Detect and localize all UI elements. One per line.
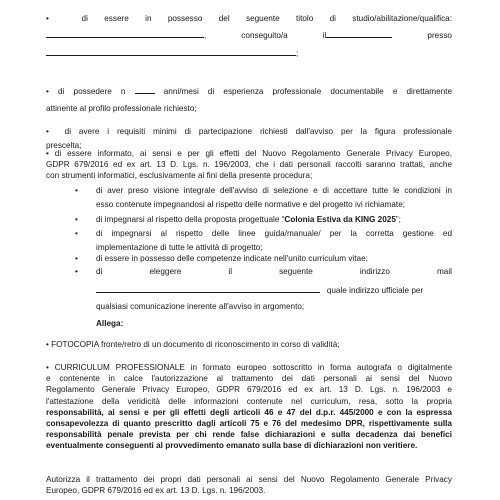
qualification-line-2: , conseguito/a il presso [46, 29, 452, 41]
bullet: • [46, 14, 49, 23]
declaration-qualification [46, 13, 452, 60]
sub-item-1: di aver preso visione integrale dell'avviso di selezione e di accettare tutte le condizioni in esso contenute impegnandosi al rispetto delle normative e del progetto ivi richiamate; [96, 186, 452, 210]
date-blank[interactable] [326, 29, 392, 38]
sub-item-5: di eleggere il seguente indirizzo mail quale indirizzo ufficiale per qualsiasi comunicazione inerente all'avviso in argomento; Allega: [96, 267, 452, 328]
bullet: • [75, 267, 78, 276]
email-blank[interactable] [96, 284, 320, 293]
sub-item-4: di essere in possesso delle competenze indicate nell'unito curriculum vitae; [96, 254, 368, 263]
declaration-privacy: • di essere informato, ai sensi e per gli effetti del Nuovo Regolamento Generale Privacy Europeo, GDPR 679/2016 ed ex art. 13 D. Lgs. n. 196/2003, che i dati personali raccolti saranno trattati, anche con strumenti informatici, esclusivamente ai fini della presente procedura; [46, 149, 452, 181]
bullet: • [75, 186, 78, 195]
declaration-requirements: • di avere i requisiti minimi di partecipazione richiesti dall'avviso per la figura professionale prescelta; [46, 127, 452, 151]
project-title: Colonia Estiva da KING 2025 [284, 215, 396, 224]
attachment-cv: • CURRICULUM PROFESSIONALE in formato europeo sottoscritto in forma autografa o digitalmente e contenente in calce l'autorizzazione al trattamento dei dati personali ai sensi del Nuovo Regolamento Generale Privacy Europeo, GDPR 679/2016 ed ex art. 13 D. Lgs. n. 196/2003 e l'attestazione della veridicità delle informazioni contenute nel curriculum, resa, sotto la propria responsabilità, ai sensi e per gli effetti degli articoli 46 e 47 del d.p.r. 445/2000 e con la espressa consapevolezza di quanto prescritto dagli articoli 75 e 76 del medesimo DPR, rispettivamente sulla responsabilità penale prevista per chi rende false dichiarazioni e sulla decadenza dai benefici eventualmente conseguenti al provvedimento emanato sulla base di dichiarazioni non veritiere. [46, 363, 452, 451]
declaration-experience: • di possedere n anni/mesi di esperienza professionale documentabile e direttamente attinente al profilo professionale richiesto; [46, 87, 453, 114]
bullet: • [75, 215, 78, 224]
allega-label: Allega: [96, 318, 124, 328]
qualification-text: di essere in possesso del seguente titolo di studio/abilitazione/qualifica: [81, 14, 452, 23]
qualification-blank[interactable] [46, 29, 204, 38]
sub-item-3: di impegnarsi al rispetto delle linee guida/manuale/ per la corretta gestione ed implementazione di tutte le attività di progetto; [96, 229, 452, 253]
institution-blank[interactable] [46, 47, 296, 56]
qualification-line-3: ; [46, 47, 452, 59]
bullet: • [75, 254, 78, 263]
sub-item-2: di impegnarsi al rispetto della proposta progettuale “Colonia Estiva da KING 2025”; [96, 215, 401, 224]
qualification-line-1 [46, 13, 452, 24]
attachment-id: • FOTOCOPIA fronte/retro di un documento di riconoscimento in corso di validità; [46, 340, 340, 349]
authorization-paragraph: Autorizza il trattamento dei propri dati personali ai sensi del Nuovo Regolamento Generale Privacy Europeo, GDPR 679/2016 ed ex art. 13 D. Lgs. n. 196/2003. [46, 475, 452, 496]
years-blank[interactable] [135, 85, 155, 94]
bullet: • [75, 229, 78, 238]
